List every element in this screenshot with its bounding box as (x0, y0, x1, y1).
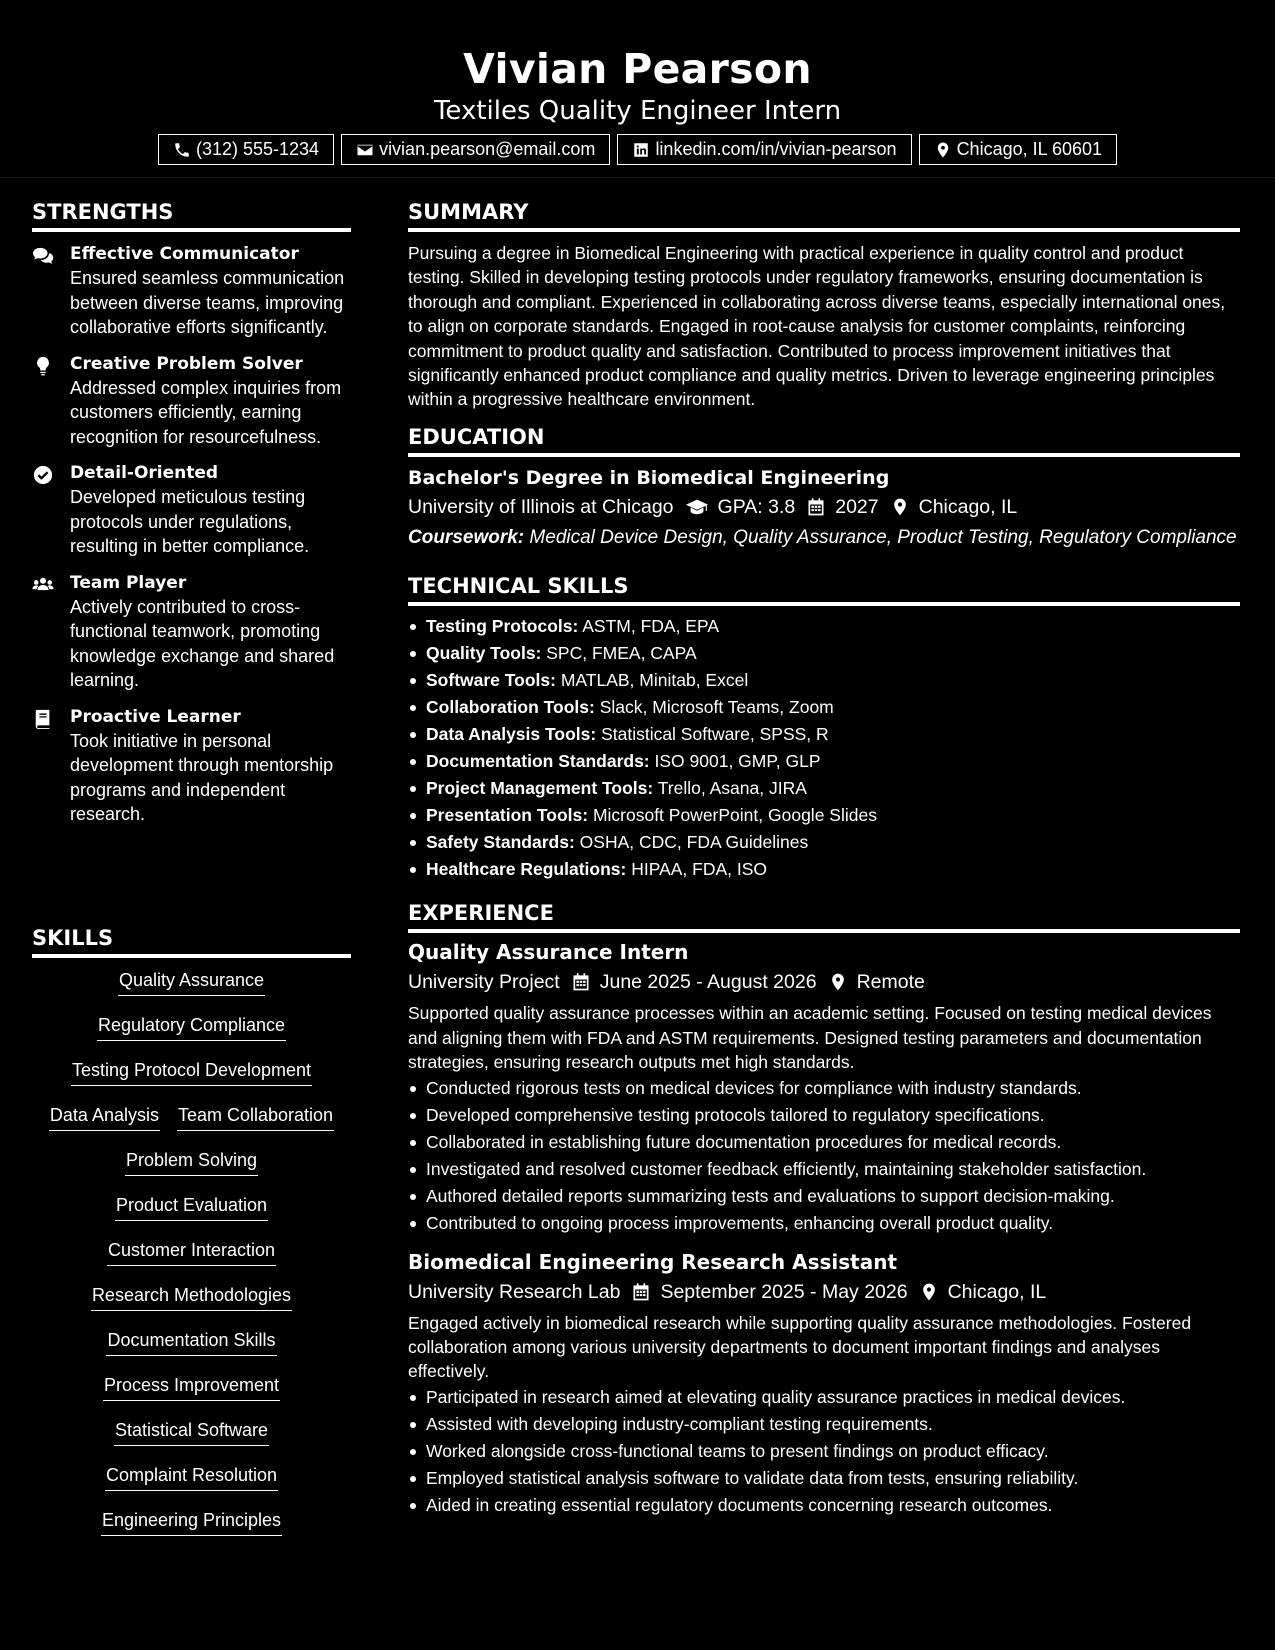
list-item: Participated in research aimed at elevating quality assurance practices in medical devices. (408, 1384, 1240, 1411)
calendar-icon (806, 497, 826, 517)
tech-skill-value: Slack, Microsoft Teams, Zoom (599, 697, 834, 718)
skill-tag: Customer Interaction (107, 1238, 276, 1266)
job-title: Quality Assurance Intern (408, 940, 689, 965)
tech-skill-value: Trello, Asana, JIRA (657, 778, 807, 799)
skill-tag: Documentation Skills (106, 1328, 276, 1356)
contact-linkedin[interactable] (617, 134, 911, 165)
calendar-icon (631, 1282, 651, 1302)
job-summary: Engaged actively in biomedical research while supporting quality assurance methodologies. Fostered collaboration among various university departments to document important findings and analyses effectively. (408, 1312, 1192, 1382)
degree-title: Bachelor's Degree in Biomedical Engineering (408, 466, 890, 489)
comments-icon (32, 246, 54, 266)
job-summary: Supported quality assurance processes within an academic setting. Focused on testing medical devices and aligning them with FDA and ASTM requirements. Designed testing parameters and documentation strategies, ensuring research outputs met high standards. (408, 1003, 1212, 1073)
candidate-role: Textiles Quality Engineer Intern (433, 96, 842, 126)
check-circle-icon (32, 465, 54, 485)
strength-title: Proactive Learner (70, 706, 241, 727)
list-item: Conducted rigorous tests on medical devices for compliance with industry standards. (408, 1075, 1240, 1102)
tech-skill-label: Software Tools: (426, 670, 556, 691)
location-pin-icon (919, 1282, 939, 1302)
tech-skill-label: Healthcare Regulations: (426, 859, 627, 880)
list-item: Collaborated in establishing future documentation procedures for medical records. (408, 1129, 1240, 1156)
tech-skill-label: Documentation Standards: (426, 751, 650, 772)
graduation-cap-icon (685, 497, 709, 517)
skill-tag: Testing Protocol Development (71, 1058, 312, 1086)
job-meta (408, 1277, 1240, 1307)
tech-skill-value: OSHA, CDC, FDA Guidelines (579, 832, 809, 853)
skill-tag: Complaint Resolution (105, 1463, 278, 1491)
list-item (408, 802, 1240, 829)
strength-title: Detail-Oriented (70, 463, 219, 483)
right-column (408, 178, 1240, 1519)
list-item: Worked alongside cross-functional teams to present findings on product efficacy. (408, 1438, 1240, 1465)
linkedin-icon (632, 141, 650, 159)
strength-item (32, 352, 351, 450)
tech-skill-value: ISO 9001, GMP, GLP (654, 751, 821, 772)
gpa: GPA: 3.8 (717, 495, 796, 518)
left-column (32, 178, 351, 1530)
skill-tag: Process Improvement (103, 1373, 280, 1401)
location-pin-icon (934, 141, 952, 159)
technical-skills-section (408, 572, 1240, 883)
strength-title: Team Player (70, 572, 187, 593)
tech-skill-value: HIPAA, FDA, ISO (631, 859, 768, 880)
list-item: Developed comprehensive testing protocols tailored to regulatory specifications. (408, 1102, 1240, 1129)
contact-bar (0, 134, 1275, 165)
tech-skill-value: Microsoft PowerPoint, Google Slides (592, 805, 877, 826)
tech-skill-label: Project Management Tools: (426, 778, 654, 799)
tech-skill-value: Statistical Software, SPSS, R (601, 724, 829, 745)
list-item (408, 856, 1240, 883)
skill-tag: Quality Assurance (118, 968, 265, 996)
experience-section (408, 899, 1240, 1518)
summary-title: SUMMARY (408, 198, 1240, 232)
job-org: University Project (408, 971, 560, 994)
job-title: Biomedical Engineering Research Assistant (408, 1249, 898, 1274)
strength-desc: Took initiative in personal development through mentorship programs and independent research. (70, 730, 334, 824)
skills-list (32, 968, 351, 1553)
list-item: Assisted with developing industry-compliant testing requirements. (408, 1411, 1240, 1438)
job-location: Chicago, IL (947, 1280, 1047, 1303)
education-section (408, 423, 1240, 551)
lightbulb-icon (32, 356, 54, 376)
strength-desc: Developed meticulous testing protocols under regulations, resulting in better compliance. (70, 487, 310, 556)
list-item (408, 721, 1240, 748)
coursework-list: Medical Device Design, Quality Assurance, Product Testing, Regulatory Compliance (529, 526, 1237, 548)
tech-skill-label: Testing Protocols: (426, 616, 579, 637)
school-name: University of Illinois at Chicago (408, 495, 674, 518)
strength-desc: Addressed complex inquiries from customers efficiently, earning recognition for resourcefulness. (70, 377, 342, 447)
contact-location-text: Chicago, IL 60601 (956, 139, 1103, 159)
experience-title: EXPERIENCE (408, 899, 1240, 933)
list-item (408, 667, 1240, 694)
job-bullets (408, 1384, 1240, 1519)
skills-title: SKILLS (32, 924, 351, 958)
strength-item (32, 705, 351, 827)
contact-phone-text: (312) 555-1234 (195, 139, 320, 159)
tech-skill-label: Safety Standards: (426, 832, 575, 853)
list-item (408, 829, 1240, 856)
coursework-label: Coursework: (408, 526, 525, 548)
candidate-name: Vivian Pearson (463, 45, 812, 93)
list-item: Employed statistical analysis software to validate data from tests, ensuring reliability. (408, 1465, 1240, 1492)
tech-skill-value: ASTM, FDA, EPA (582, 616, 720, 637)
tech-skill-label: Presentation Tools: (426, 805, 589, 826)
education-location: Chicago, IL (918, 495, 1018, 518)
education-meta (408, 492, 1240, 522)
contact-linkedin-text: linkedin.com/in/vivian-pearson (655, 139, 897, 159)
contact-email-text: vivian.pearson@email.com (379, 139, 596, 159)
strength-desc: Actively contributed to cross-functional teamwork, promoting knowledge exchange and shared learning. (70, 596, 335, 690)
book-icon (32, 709, 54, 729)
tech-skill-value: SPC, FMEA, CAPA (546, 643, 697, 664)
calendar-icon (571, 972, 591, 992)
list-item: Contributed to ongoing process improvements, enhancing overall product quality. (408, 1210, 1240, 1237)
summary-text: Pursuing a degree in Biomedical Engineering with practical experience in quality control and product testing. Skilled in developing testing protocols under regulatory frameworks, ensuring documentation is thorough and compliant. Experienced in collaborating across diverse teams, especially international ones, to align on corporate standards. Engaged in root-cause analysis for customer complaints, reinforcing commitment to product quality and satisfaction. Contributed to process improvement initiatives that significantly enhanced product compliance and quality metrics. Driven to leverage engineering principles within a progressive healthcare environment. (408, 243, 1226, 410)
strengths-list (32, 242, 351, 827)
resume-header (0, 0, 1275, 178)
phone-icon (173, 141, 191, 159)
list-item (408, 613, 1240, 640)
strength-item (32, 571, 351, 693)
envelope-icon (356, 141, 374, 159)
strength-title: Creative Problem Solver (70, 353, 303, 374)
job-entry (408, 937, 1240, 1236)
skill-tag: Problem Solving (125, 1148, 258, 1176)
contact-location (919, 134, 1117, 165)
list-item (408, 694, 1240, 721)
job-dates: September 2025 - May 2026 (660, 1280, 908, 1303)
tech-skill-label: Quality Tools: (426, 643, 542, 664)
job-bullets (408, 1075, 1240, 1237)
skill-tag: Statistical Software (114, 1418, 269, 1446)
skill-tag: Regulatory Compliance (97, 1013, 286, 1041)
list-item: Investigated and resolved customer feedback efficiently, maintaining stakeholder satisfaction. (408, 1156, 1240, 1183)
education-title: EDUCATION (408, 423, 1240, 457)
list-item (408, 748, 1240, 775)
skill-tag: Data Analysis (49, 1103, 160, 1131)
list-item: Authored detailed reports summarizing tests and evaluations to support decision-making. (408, 1183, 1240, 1210)
job-dates: June 2025 - August 2026 (599, 971, 817, 994)
tech-skill-label: Collaboration Tools: (426, 697, 595, 718)
graduation-year: 2027 (835, 495, 879, 518)
skill-tag: Research Methodologies (91, 1283, 292, 1311)
skills-section (32, 924, 351, 1553)
job-entry (408, 1247, 1240, 1519)
technical-skills-title: TECHNICAL SKILLS (408, 572, 1240, 606)
strength-title: Effective Communicator (70, 244, 299, 264)
contact-email[interactable] (341, 134, 610, 165)
job-meta (408, 967, 1240, 997)
strength-item (32, 461, 351, 559)
strengths-title: STRENGTHS (32, 198, 351, 232)
tech-skill-value: MATLAB, Minitab, Excel (560, 670, 749, 691)
users-icon (32, 575, 54, 595)
location-pin-icon (890, 497, 910, 517)
contact-phone[interactable] (158, 134, 334, 165)
summary-section (408, 198, 1240, 412)
skill-tag: Product Evaluation (115, 1193, 268, 1221)
list-item (408, 640, 1240, 667)
skill-tag: Engineering Principles (101, 1508, 282, 1536)
technical-skills-list (408, 613, 1240, 883)
coursework (408, 526, 1240, 551)
strength-desc: Ensured seamless communication between diverse teams, improving collaborative efforts significantly. (70, 268, 345, 337)
job-location: Remote (856, 971, 925, 994)
list-item: Aided in creating essential regulatory documents concerning research outcomes. (408, 1492, 1240, 1519)
skill-tag: Team Collaboration (177, 1103, 334, 1131)
job-org: University Research Lab (408, 1280, 621, 1303)
tech-skill-label: Data Analysis Tools: (426, 724, 597, 745)
location-pin-icon (828, 972, 848, 992)
list-item (408, 775, 1240, 802)
strength-item (32, 242, 351, 340)
